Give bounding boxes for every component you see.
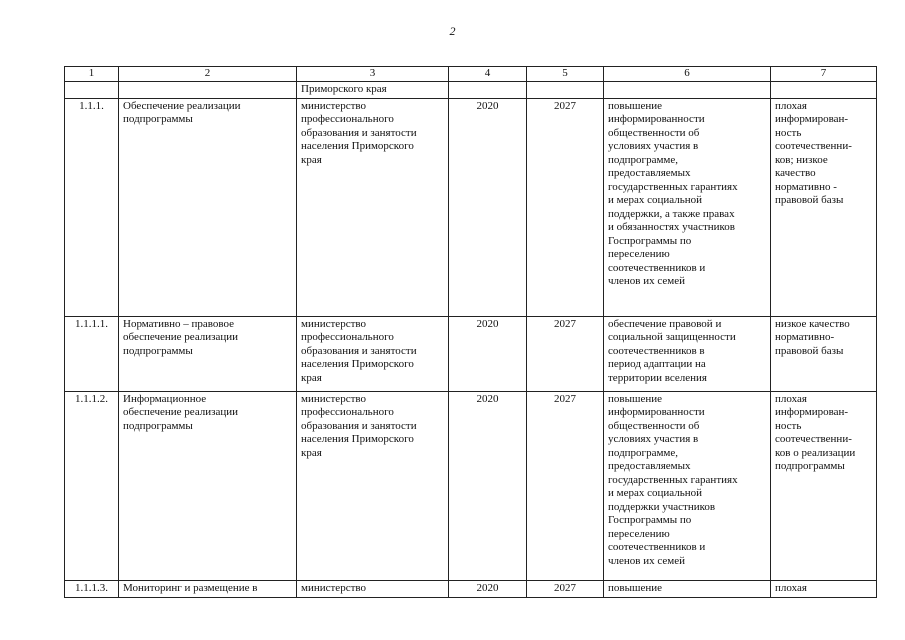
cell-expected-result: обеспечение правовой и социальной защищенности соотечественников в период адаптации на территории вселения — [604, 316, 771, 391]
column-number: 4 — [449, 67, 527, 82]
table-row — [65, 580, 877, 597]
cell-expected-result: повышение информированности общественности об условиях участия в подпрограмме, предоставляемых государственных гарантиях и мерах социальной поддержки, а также правах и обязанностях участников Госпрограммы по переселению соотечественников и членов их семей — [604, 98, 771, 316]
cell-consequence: плохая — [771, 580, 877, 597]
cell-measure-name: Информационное обеспечение реализации подпрограммы — [119, 391, 297, 580]
cell-measure-name: Обеспечение реализации подпрограммы — [119, 98, 297, 316]
cell-end-year: 2027 — [527, 391, 604, 580]
cell-start-year — [449, 81, 527, 98]
cell-end-year — [527, 81, 604, 98]
cell-number — [65, 81, 119, 98]
column-number: 1 — [65, 67, 119, 82]
column-number: 6 — [604, 67, 771, 82]
cell-consequence — [771, 81, 877, 98]
cell-number: 1.1.1.2. — [65, 391, 119, 580]
cell-start-year: 2020 — [449, 580, 527, 597]
cell-expected-result: повышение — [604, 580, 771, 597]
cell-expected-result: повышение информированности общественности об условиях участия в подпрограмме, предоставляемых государственных гарантиях и мерах социальной поддержки участников Госпрограммы по переселению соотечественников и членов их семей — [604, 391, 771, 580]
cell-number: 1.1.1.1. — [65, 316, 119, 391]
cell-executor: министерство профессионального образования и занятости населения Приморского края — [297, 391, 449, 580]
table-row — [65, 391, 877, 580]
page-number: 2 — [449, 24, 456, 38]
cell-end-year: 2027 — [527, 580, 604, 597]
cell-measure-name: Нормативно – правовое обеспечение реализации подпрограммы — [119, 316, 297, 391]
cell-consequence: плохая информирован- ность соотечественни- ков о реализации подпрограммы — [771, 391, 877, 580]
cell-start-year: 2020 — [449, 391, 527, 580]
cell-measure-name: Мониторинг и размещение в — [119, 580, 297, 597]
cell-executor: министерство профессионального образования и занятости населения Приморского края — [297, 98, 449, 316]
table-row — [65, 316, 877, 391]
cell-executor: Приморского края — [297, 81, 449, 98]
cell-start-year: 2020 — [449, 98, 527, 316]
table-row-continuation — [65, 81, 877, 98]
cell-consequence: плохая информирован- ность соотечественни- ков; низкое качество нормативно - правовой базы — [771, 98, 877, 316]
column-number: 7 — [771, 67, 877, 82]
cell-end-year: 2027 — [527, 98, 604, 316]
cell-expected-result — [604, 81, 771, 98]
column-number-header-row — [65, 67, 877, 82]
cell-executor: министерство — [297, 580, 449, 597]
cell-consequence: низкое качество нормативно- правовой базы — [771, 316, 877, 391]
column-number: 2 — [119, 67, 297, 82]
cell-number: 1.1.1. — [65, 98, 119, 316]
cell-measure-name — [119, 81, 297, 98]
cell-number: 1.1.1.3. — [65, 580, 119, 597]
column-number: 3 — [297, 67, 449, 82]
cell-executor: министерство профессионального образования и занятости населения Приморского края — [297, 316, 449, 391]
cell-end-year: 2027 — [527, 316, 604, 391]
table-row — [65, 98, 877, 316]
program-measures-table — [64, 66, 877, 598]
cell-start-year: 2020 — [449, 316, 527, 391]
column-number: 5 — [527, 67, 604, 82]
